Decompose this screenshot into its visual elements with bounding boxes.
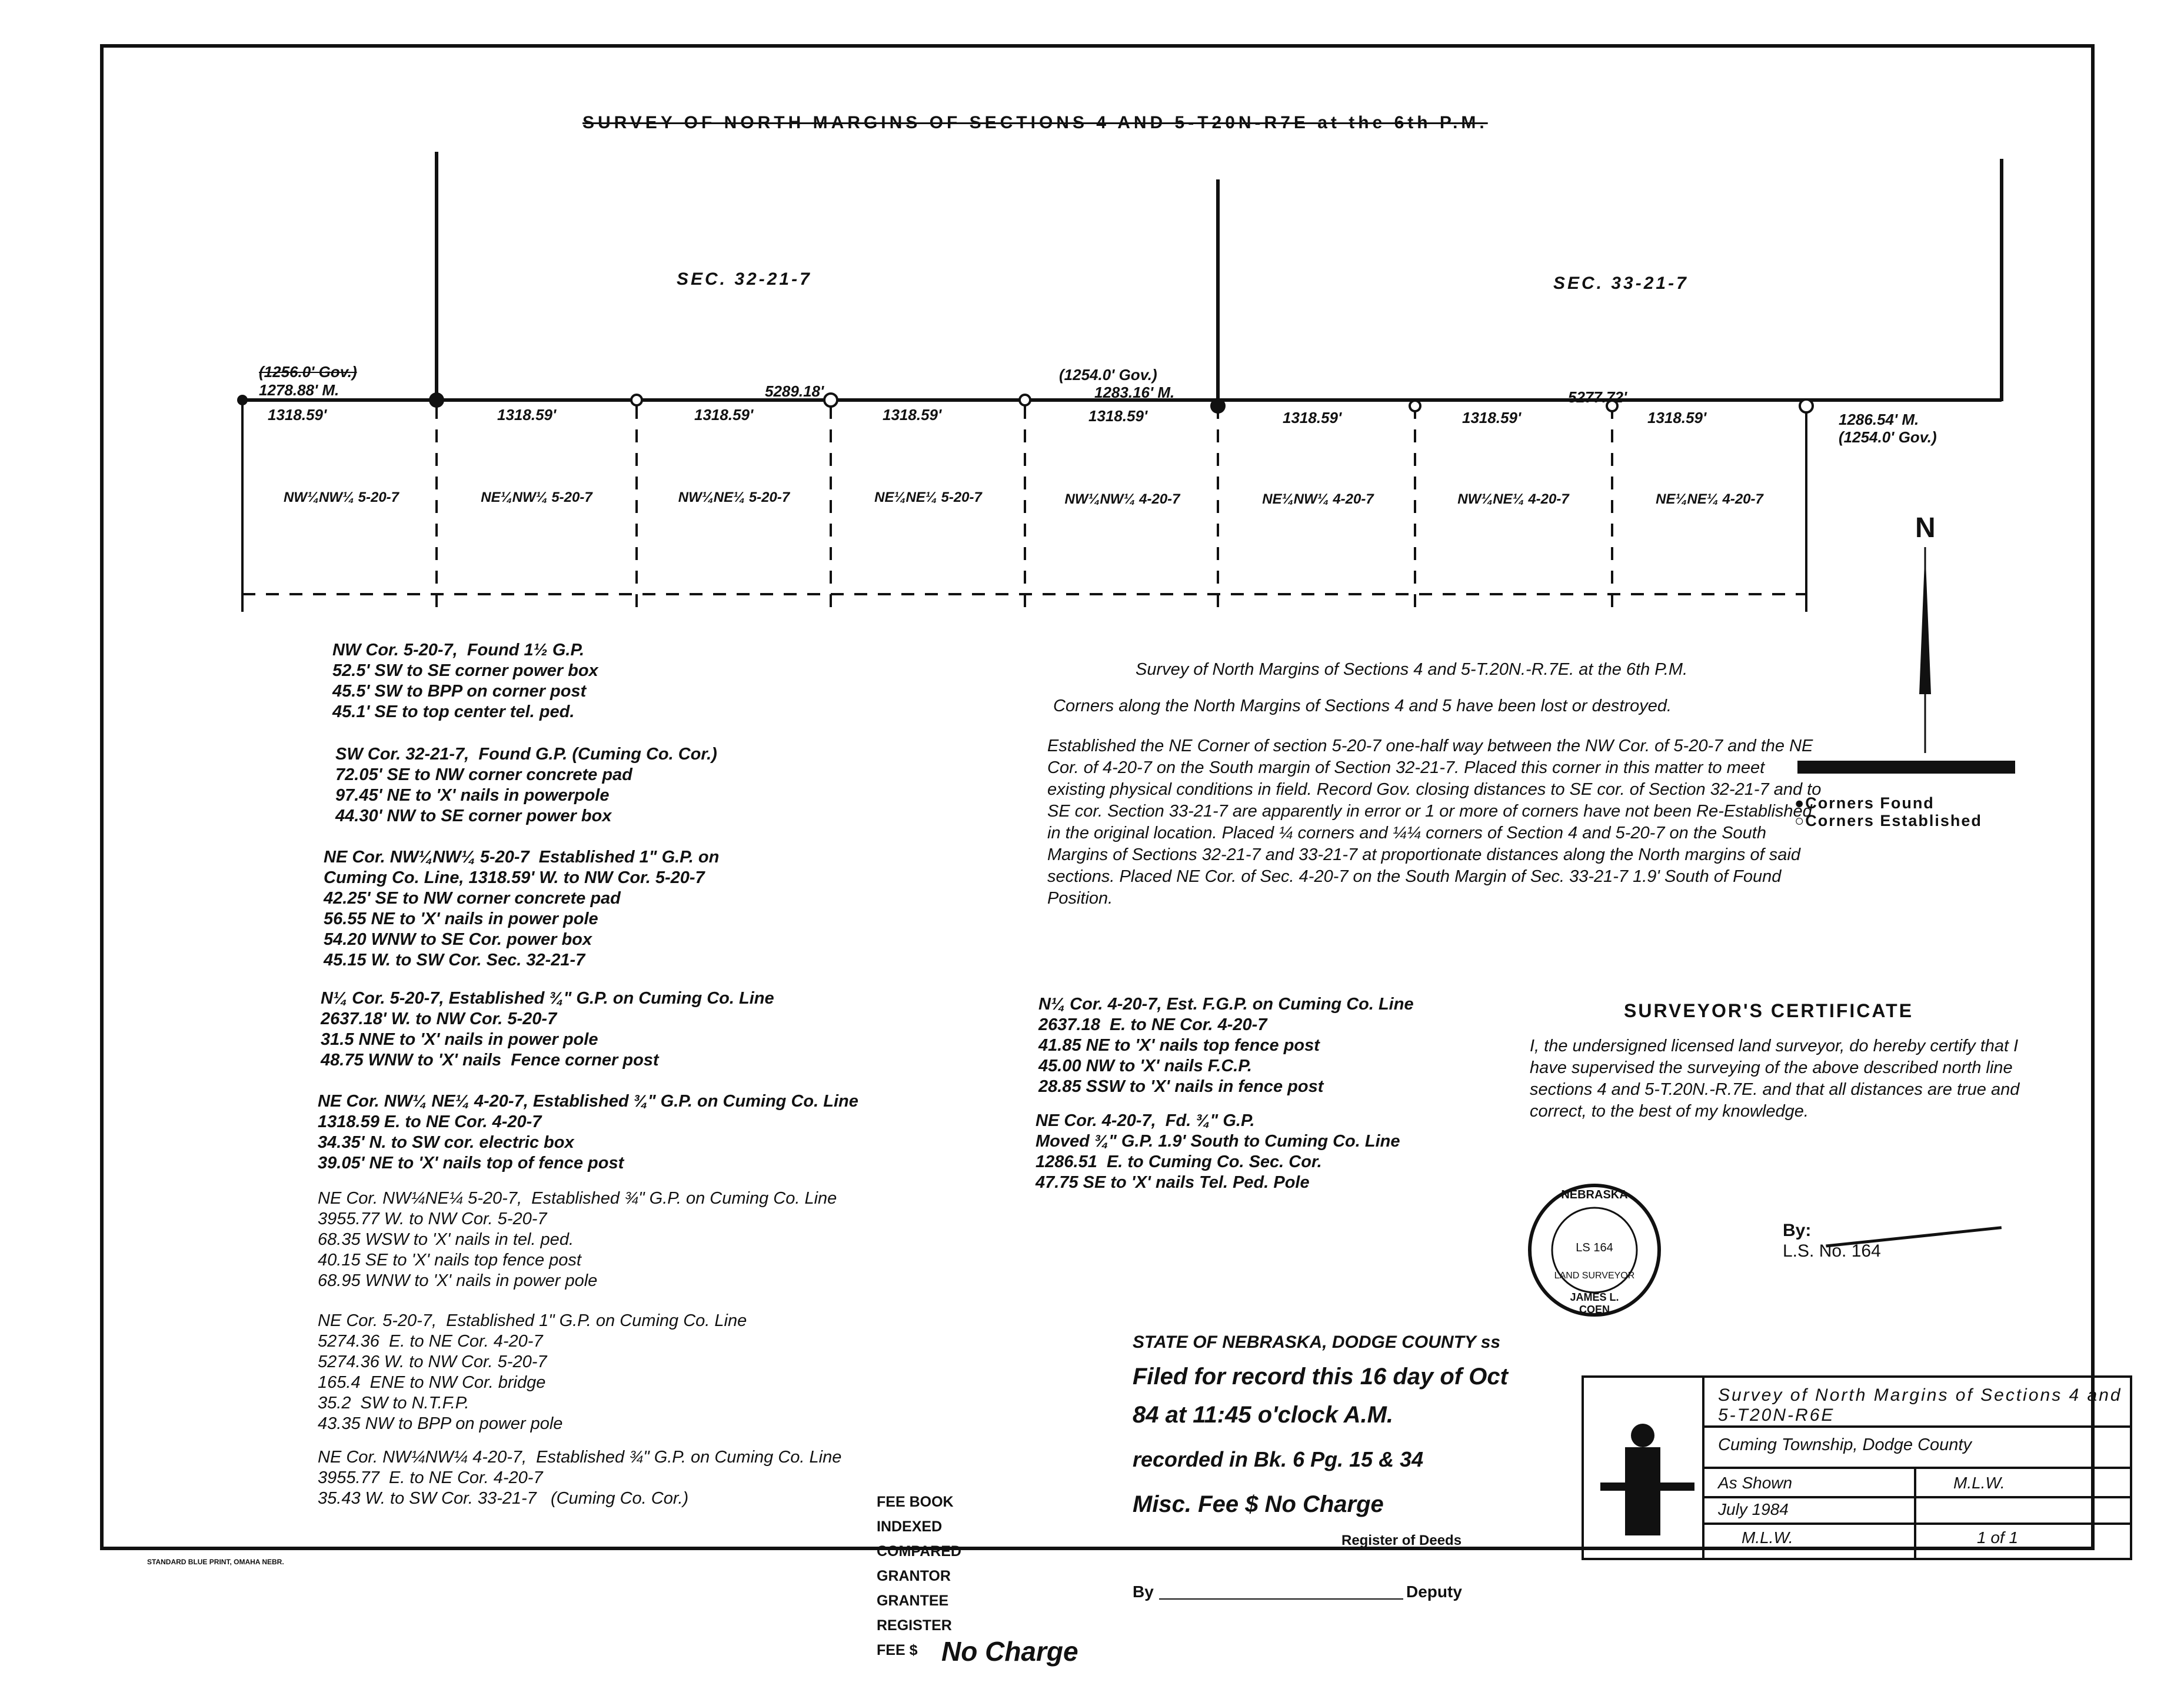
survey-header: Survey of North Margins of Sections 4 and 5-T.20N.-R.7E. at the 6th P.M. — [1136, 660, 1688, 679]
seal-number: LS 164 — [1576, 1241, 1613, 1254]
corner-note: NE Cor. 5-20-7, Established 1" G.P. on Cuming Co. Line 5274.36 E. to NE Cor. 4-20-7 5274.36 W. to NW Cor. 5-20-7 165.4 ENE to NW Cor. bridge 35.2 SW to N.T.F.P. 43.35 NW to BPP on power pole — [318, 1311, 747, 1433]
lot-label: NE¼NW¼ 4-20-7 — [1262, 491, 1374, 507]
segment-distance: 1318.59' — [1462, 409, 1522, 427]
title-block-date: July 1984 — [1718, 1500, 1789, 1518]
title-block-location: Cuming Township, Dodge County — [1718, 1435, 1972, 1454]
seal-name: JAMES L. COEN — [1570, 1291, 1619, 1315]
section-32-total-distance: 5289.18' — [765, 382, 824, 400]
certificate-heading: SURVEYOR'S CERTIFICATE — [1624, 1000, 1914, 1021]
north-arrow-graphic — [1919, 547, 1931, 753]
measured-distance-mid: 1283.16' M. — [1094, 384, 1175, 401]
segment-distance: 1318.59' — [694, 406, 754, 424]
seal-top-text: NEBRASKA — [1561, 1188, 1628, 1201]
section-label-32: SEC. 32-21-7 — [677, 269, 812, 289]
recording-time: 84 at 11:45 o'clock A.M. — [1133, 1402, 1394, 1428]
lot-label: NE¼NW¼ 5-20-7 — [481, 489, 592, 505]
survey-description: Established the NE Corner of section 5-20-7 one-half way between the NW Cor. of 5-20-7 and the NE Cor. of 4-20-7 on the South margin of Section 32-21-7. Placed this corner in this matter to meet existing physical conditions in field. Record Gov. closing distances to SE cor. of Section 32-21-7 and to SE cor. Section 33-21-7 are apparently in error or 1 or more of corners have not been Re-Established in the original location. Placed ¼ corners and ¼¼ corners of Section 4 and 5-20-7 on the South Margins of Sections 32-21-7 and 33-21-7 at proportionate distances along the North margins of said sections. Placed NE Cor. of Sec. 4-20-7 on the South Margin of Sec. 33-21-7 1.9' South of Found Position. — [1047, 737, 1822, 908]
by-deputy-label: By — [1133, 1583, 1154, 1601]
segment-distance: 1318.59' — [883, 406, 942, 424]
segment-distance: 1318.59' — [1647, 409, 1707, 427]
gov-distance-left: (1256.0' Gov.) — [259, 363, 357, 381]
right-gov-distance: (1254.0' Gov.) — [1839, 428, 1937, 446]
checklist-item: GRANTEE — [877, 1593, 949, 1609]
lot-label: NW¼NE¼ 5-20-7 — [678, 489, 790, 505]
section-label-33: SEC. 33-21-7 — [1553, 274, 1689, 293]
title-block-drawn: M.L.W. — [1953, 1474, 2005, 1492]
north-arrow-label: N — [1915, 512, 1936, 544]
corner-note: N¼ Cor. 5-20-7, Established ¾" G.P. on Cuming Co. Line 2637.18' W. to NW Cor. 5-20-7 31.5 NNE to 'X' nails in power pole 48.75 WNW to 'X' nails Fence corner post — [321, 989, 774, 1070]
lot-label: NW¼NW¼ 5-20-7 — [283, 489, 399, 505]
corner-note: SW Cor. 32-21-7, Found G.P. (Cuming Co. Cor.) 72.05' SE to NW corner concrete pad 97.45' NE to 'X' nails in powerpole 44.30' NW to SE corner power box — [335, 745, 717, 825]
title-block-title: Survey of North Margins of Sections 4 and 5-T20N-R6E — [1718, 1385, 2122, 1425]
checklist-item: FEE BOOK — [877, 1494, 954, 1510]
section-33-total-distance: 5277.72' — [1568, 388, 1627, 406]
lot-label: NE¼NE¼ 4-20-7 — [1656, 491, 1763, 507]
recording-book: recorded in Bk. 6 Pg. 15 & 34 — [1133, 1447, 1424, 1471]
segment-distance: 1318.59' — [1088, 407, 1148, 425]
corner-note: NE Cor. NW¼ NE¼ 4-20-7, Established ¾" G.P. on Cuming Co. Line 1318.59 E. to NE Cor. 4-20-7 34.35' N. to SW cor. electric box 39.05' NE to 'X' nails top of fence post — [318, 1092, 858, 1172]
plat-title: SURVEY OF NORTH MARGINS OF SECTIONS 4 AND 5-T20N-R7E at the 6th P.M. — [582, 113, 1488, 132]
no-charge-handwritten: No Charge — [941, 1636, 1078, 1667]
measured-distance-left: 1278.88' M. — [259, 381, 339, 399]
recording-state: STATE OF NEBRASKA, DODGE COUNTY ss — [1133, 1332, 1501, 1352]
segment-distance: 1318.59' — [1283, 409, 1342, 427]
recording-fee: Misc. Fee $ No Charge — [1133, 1491, 1384, 1517]
lot-label: NW¼NE¼ 4-20-7 — [1457, 491, 1569, 507]
legend-struck-line — [1797, 761, 2015, 774]
checklist-item: REGISTER — [877, 1617, 952, 1634]
corner-note: NE Cor. NW¼NE¼ 5-20-7, Established ¾" G.P. on Cuming Co. Line 3955.77 W. to NW Cor. 5-20-7 68.35 WSW to 'X' nails in tel. ped. 40.15 SE to 'X' nails top fence post 68.95 WNW to 'X' nails in power pole — [318, 1189, 837, 1290]
corner-note: N¼ Cor. 4-20-7, Est. F.G.P. on Cuming Co. Line 2637.18 E. to NE Cor. 4-20-7 41.85 NE to 'X' nails top fence post 45.00 NW to 'X' nails F.C.P. 28.85 SSW to 'X' nails in fence post — [1038, 995, 1414, 1096]
lot-label: NW¼NW¼ 4-20-7 — [1064, 491, 1180, 507]
by-label: By: — [1783, 1221, 1812, 1240]
surveyor-logo — [1600, 1424, 1694, 1535]
printer-footer: STANDARD BLUE PRINT, OMAHA NEBR. — [147, 1558, 284, 1566]
certificate-text: I, the undersigned licensed land surveyor, do hereby certify that I have supervised the surveying of the above described north line sections 4 and 5-T.20N.-R.7E. and that all distances are true and correct, to the best of my knowledge. — [1530, 1037, 2020, 1121]
register-of-deeds-label: Register of Deeds — [1341, 1533, 1462, 1548]
gov-distance-mid: (1254.0' Gov.) — [1059, 366, 1157, 384]
right-measured-distance: 1286.54' M. — [1839, 411, 1919, 428]
checklist-item: FEE $ — [877, 1642, 918, 1658]
recording-filed: Filed for record this 16 day of Oct — [1133, 1364, 1508, 1390]
deputy-label: Deputy — [1406, 1583, 1462, 1601]
title-block-checked: M.L.W. — [1742, 1528, 1793, 1547]
title-block-scale: As Shown — [1718, 1474, 1793, 1492]
legend-found: ●Corners Found — [1795, 794, 1935, 812]
license-number: L.S. No. 164 — [1783, 1241, 1881, 1261]
lot-label: NE¼NE¼ 5-20-7 — [874, 489, 982, 505]
checklist-item: INDEXED — [877, 1518, 943, 1535]
seal-subtitle: LAND SURVEYOR — [1554, 1271, 1635, 1281]
title-block-sheet: 1 of 1 — [1977, 1528, 2019, 1547]
corner-note: NE Cor. 4-20-7, Fd. ¾" G.P. Moved ¾" G.P. 1.9' South to Cuming Co. Line 1286.51 E. to Cuming Co. Sec. Cor. 47.75 SE to 'X' nails Tel. Ped. Pole — [1036, 1111, 1400, 1192]
checklist-item: GRANTOR — [877, 1568, 951, 1584]
first-segment-distance: 1318.59' — [268, 406, 327, 424]
quarter-dashed-lines — [437, 406, 1612, 612]
checklist-item: COMPARED — [877, 1543, 961, 1560]
corner-note: NW Cor. 5-20-7, Found 1½ G.P. 52.5' SW to SE corner power box 45.5' SW to BPP on corner post 45.1' SE to top center tel. ped. — [332, 641, 598, 721]
survey-lost-statement: Corners along the North Margins of Sections 4 and 5 have been lost or destroyed. — [1053, 697, 1672, 715]
segment-distance: 1318.59' — [497, 406, 557, 424]
legend-established: ○Corners Established — [1795, 812, 1982, 829]
corner-note: NE Cor. NW¼NW¼ 5-20-7 Established 1" G.P. on Cuming Co. Line, 1318.59' W. to NW Cor. 5-20-7 42.25' SE to NW corner concrete pad 56.55 NE to 'X' nails in power pole 54.20 WNW to SE Cor. power box 45.15 W. to SW Cor. Sec. 32-21-7 — [324, 848, 720, 970]
corner-note: NE Cor. NW¼NW¼ 4-20-7, Established ¾" G.P. on Cuming Co. Line 3955.77 E. to NE Cor. 4-20-7 35.43 W. to SW Cor. 33-21-7 (Cuming Co. Cor.) — [318, 1448, 842, 1508]
